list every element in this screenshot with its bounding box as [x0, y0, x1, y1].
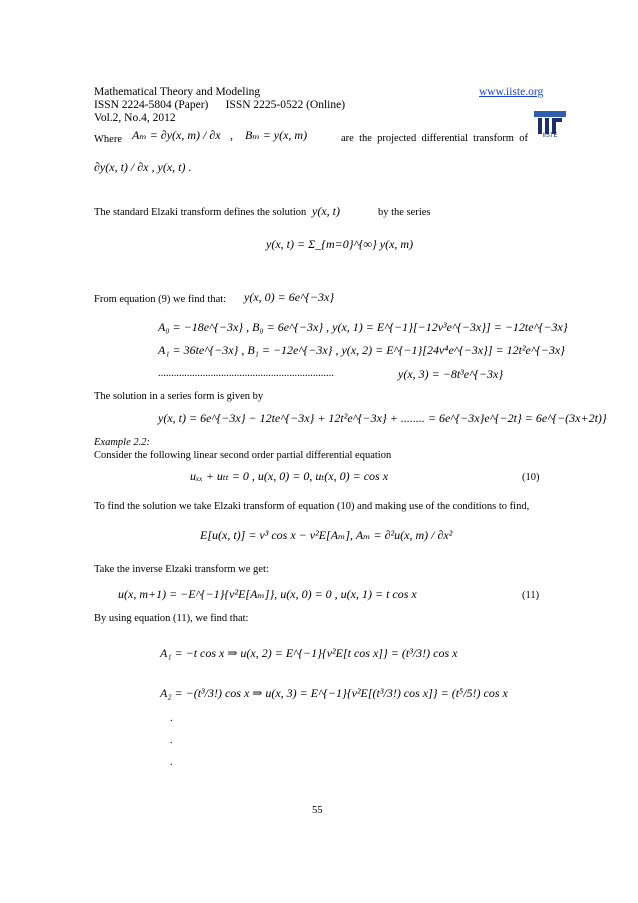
- equation-10: uₓₓ + uₜₜ = 0 , u(x, 0) = 0, uₜ(x, 0) = cos x: [190, 469, 389, 483]
- from-eq9-text: From equation (9) we find that:: [94, 294, 227, 305]
- using-eq11-text: By using equation (11), we find that:: [94, 613, 249, 624]
- where-b-expression: , Bₘ = y(x, m): [230, 128, 308, 142]
- transform-equation: E[u(x, t)] = v³ cos x − v²E[Aₘ], Aₘ = ∂²u(x, m) / ∂x²: [200, 528, 453, 542]
- ellipsis-dot-2: .: [170, 735, 173, 746]
- a1-equation: A₁ = −t cos x ⇒ u(x, 2) = E^{−1}{v²E[t cos x]} = (t³/3!) cos x: [160, 646, 458, 660]
- equation-11-number: (11): [522, 590, 540, 601]
- svg-text:IISTE: IISTE: [542, 133, 558, 138]
- series-form-text: The solution in a series form is given by: [94, 391, 264, 402]
- issn-line: ISSN 2224-5804 (Paper) ISSN 2225-0522 (Online): [94, 99, 346, 111]
- a2-equation: A₂ = −(t³/3!) cos x ⇒ u(x, 3) = E^{−1}{v²E[(t³/3!) cos x]} = (t⁵/5!) cos x: [160, 686, 508, 700]
- from-eq9-math: y(x, 0) = 6e^{−3x}: [244, 290, 335, 304]
- series-equation: y(x, t) = Σ_{m=0}^{∞} y(x, m): [266, 237, 414, 251]
- ellipsis-dot-3: .: [170, 757, 173, 768]
- where-tail-text: are the projected differential transform of: [341, 133, 528, 144]
- equation-11: u(x, m+1) = −E^{−1}{v²E[Aₘ]}, u(x, 0) = 0 , u(x, 1) = t cos x: [118, 587, 417, 601]
- journal-title: Mathematical Theory and Modeling: [94, 86, 261, 98]
- elzaki-def-tail: by the series: [378, 207, 431, 218]
- page-number: 55: [312, 805, 323, 816]
- inverse-text: Take the inverse Elzaki transform we get:: [94, 564, 269, 575]
- elzaki-eq10-text: To find the solution we take Elzaki transform of equation (10) and making use of the conditions to find,: [94, 501, 530, 512]
- ellipsis-dot-1: .: [170, 713, 173, 724]
- example-text: Consider the following linear second order partial differential equation: [94, 450, 392, 461]
- equation-10-number: (10): [522, 472, 540, 483]
- where-line2-expression: ∂y(x, t) / ∂x , y(x, t) .: [94, 160, 192, 174]
- example-label: Example 2.2:: [94, 437, 150, 448]
- where-word: Where: [94, 134, 122, 145]
- iiste-logo: [528, 108, 572, 138]
- volume-line: Vol.2, No.4, 2012: [94, 112, 176, 124]
- where-a-expression: Aₘ = ∂y(x, m) / ∂x: [132, 128, 221, 142]
- equation-row-3-right: y(x, 3) = −8t³e^{−3x}: [398, 367, 504, 381]
- equation-row-3-dots: ...................................................................: [158, 368, 334, 379]
- website-link[interactable]: www.iiste.org: [479, 86, 544, 98]
- equation-row-2: A₁ = 36te^{−3x} , B₁ = −12e^{−3x} , y(x, 2) = E^{−1}[24v⁴e^{−3x}] = 12t²e^{−3x}: [158, 343, 565, 357]
- equation-row-1: A₀ = −18e^{−3x} , B₀ = 6e^{−3x} , y(x, 1) = E^{−1}[−12v³e^{−3x}] = −12te^{−3x}: [158, 320, 568, 334]
- series-form-equation: y(x, t) = 6e^{−3x} − 12te^{−3x} + 12t²e^{−3x} + ........ = 6e^{−3x}e^{−2t} = 6e^{−(3x+2t)}: [158, 411, 607, 425]
- elzaki-def-text: The standard Elzaki transform defines the solution: [94, 207, 307, 218]
- elzaki-def-y: y(x, t): [312, 204, 340, 218]
